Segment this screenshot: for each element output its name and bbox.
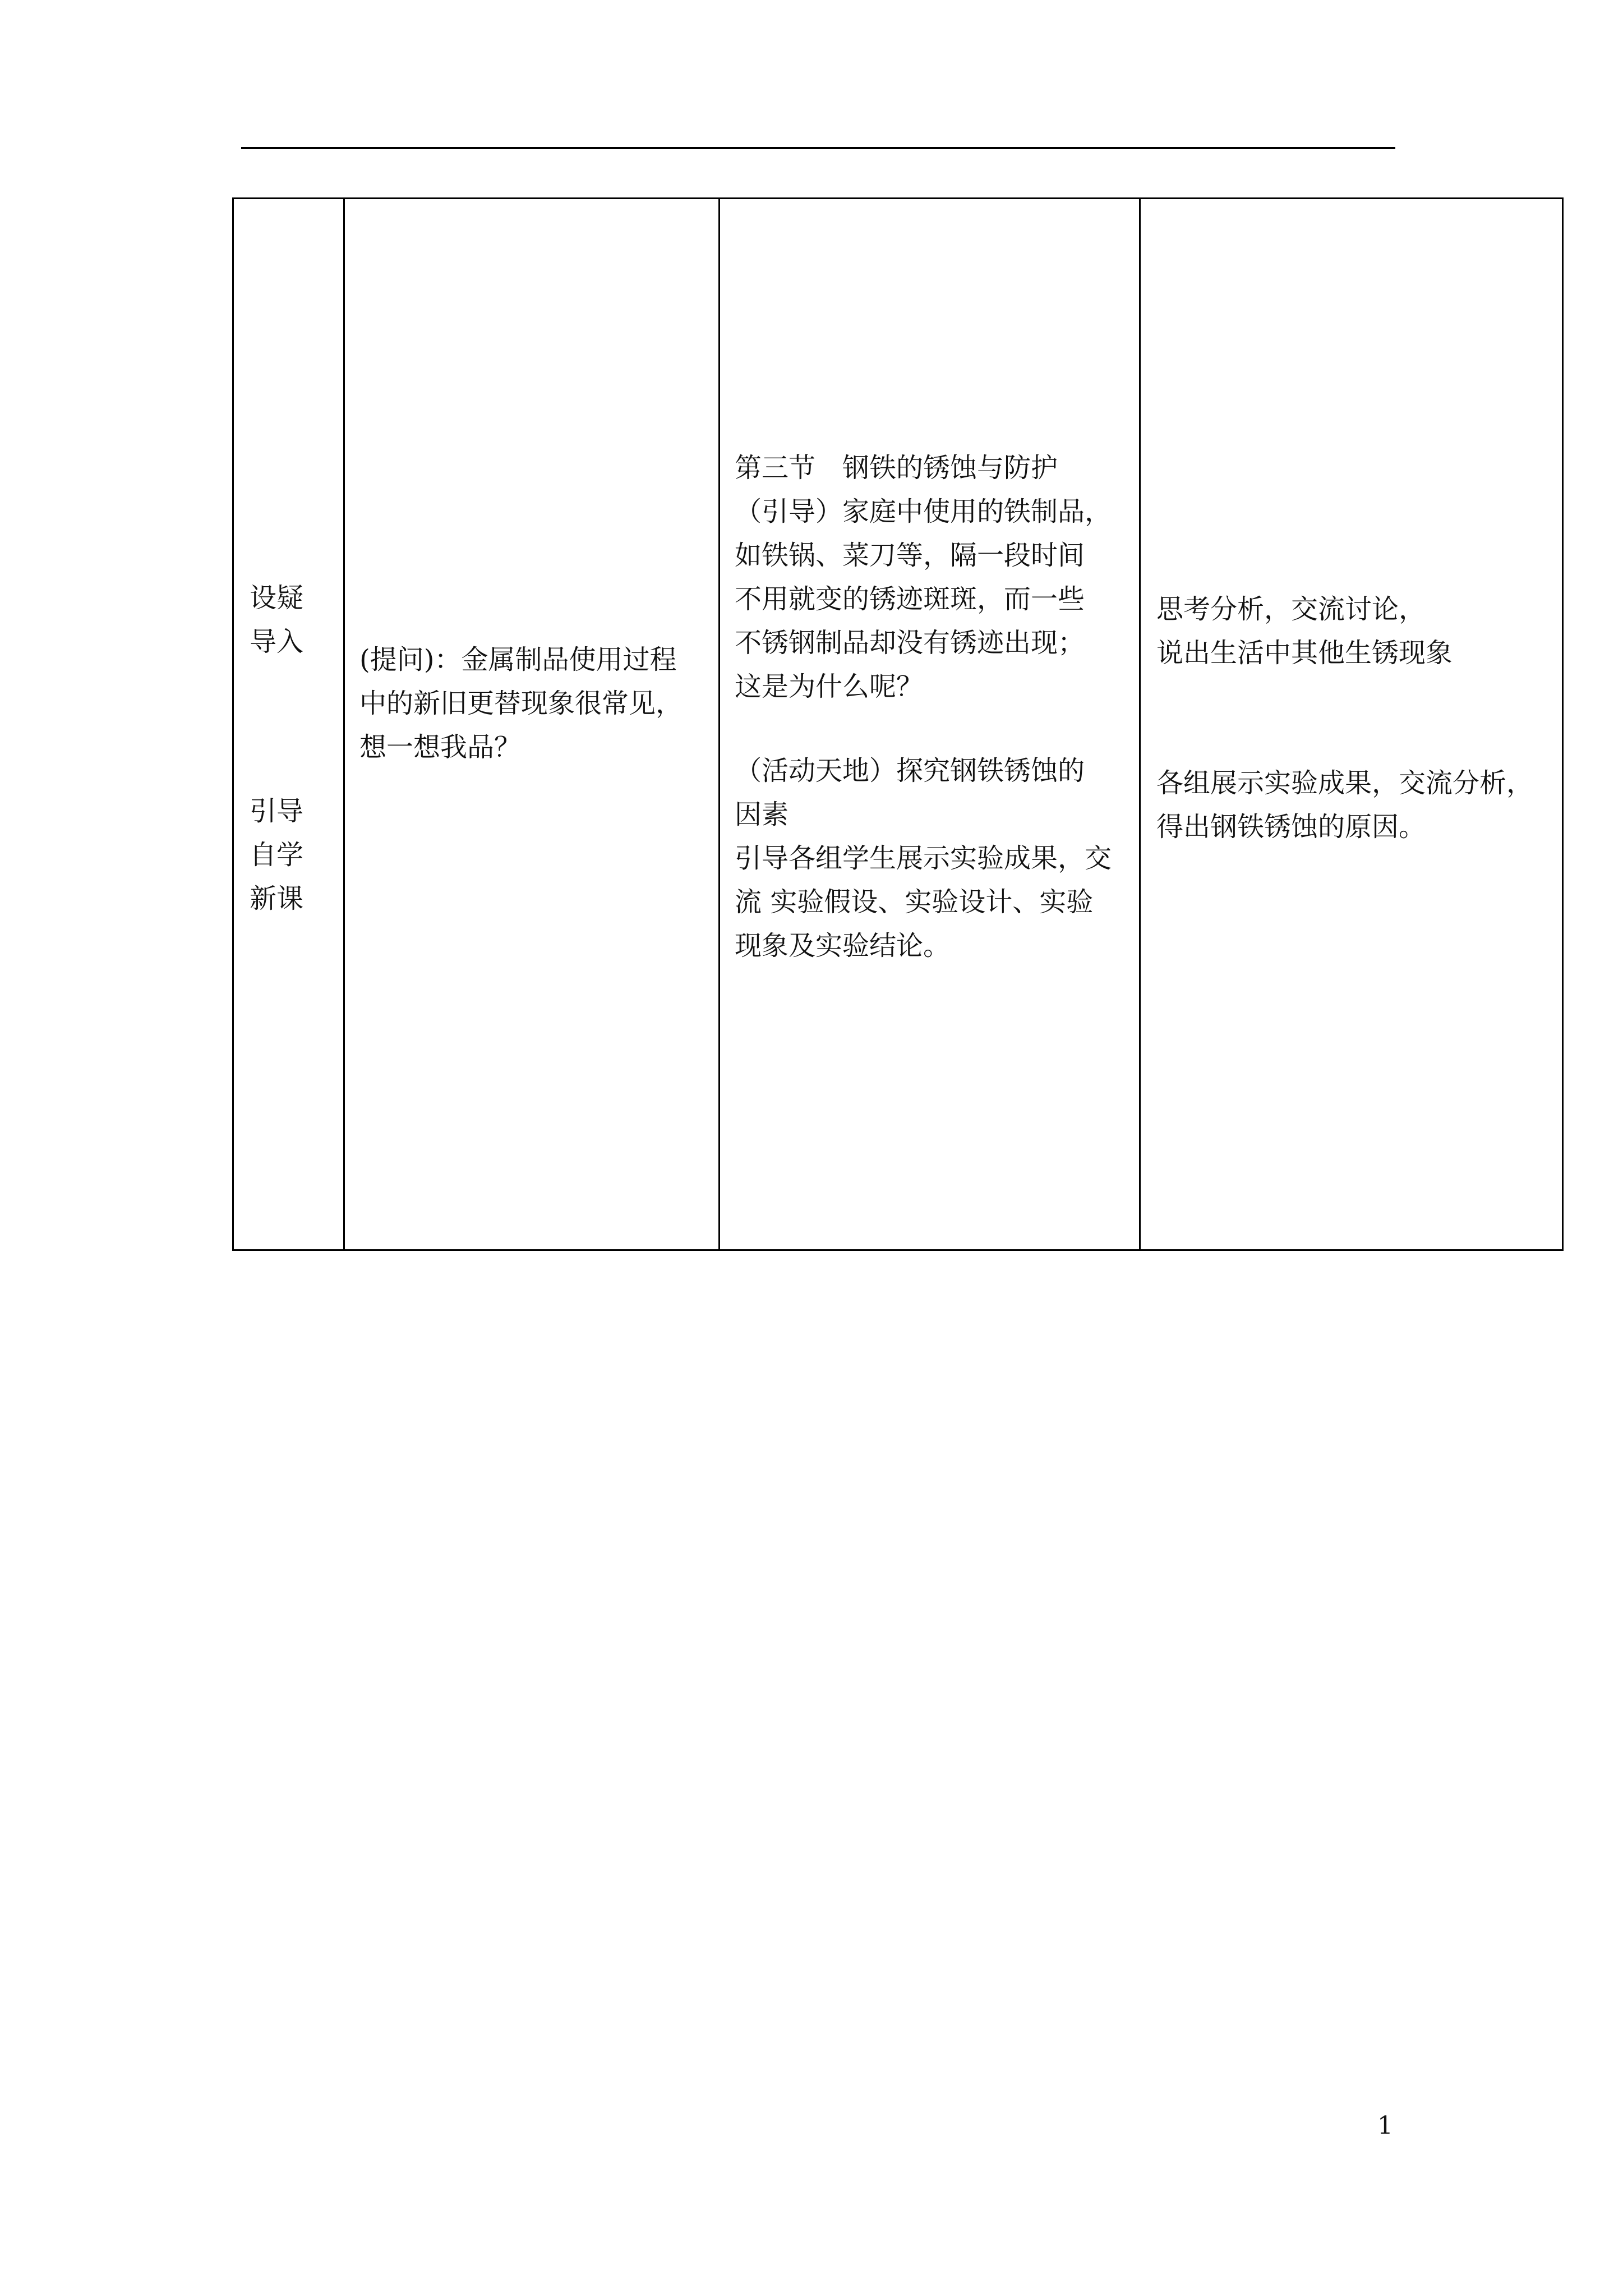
text-line: （活动天地）探究钢铁锈蚀的 [735,755,1085,786]
stage-cell [233,199,344,1250]
header-rule [241,147,1395,149]
text-line: 不锈钢制品却没有锈迹出现； [735,627,1085,659]
stage-line: 引导 [250,795,304,827]
stage-line: 自学 [250,839,304,871]
teacher-activity-cell [720,199,1140,1250]
student-activity-cell [1140,199,1563,1250]
text-line: 流 实验假设、实验设计、实验 [735,886,1094,918]
text-line: （引导）家庭中使用的铁制品， [735,496,1112,527]
student-discussion-text [1156,587,1453,675]
teacher-guidance-text [735,446,1112,708]
table-row [233,199,1563,1250]
text-line: 思考分析，交流讨论， [1156,593,1426,625]
text-line: 中的新旧更替现象很常见， [359,688,683,719]
text-line: (提问)：金属制品使用过程 [359,644,677,675]
stage-line: 导入 [250,626,304,657]
text-line: 得出钢铁锈蚀的原因。 [1156,811,1426,843]
teacher-activity-text [735,749,1112,968]
text-line: 现象及实验结论。 [735,930,951,961]
text-line: 想一想我品？ [359,731,522,763]
text-line: 如铁锅、菜刀等，隔一段时间 [735,540,1085,571]
question-cell [344,199,720,1250]
text-line: 引导各组学生展示实验成果，交 [735,843,1112,874]
stage-label-new-lesson [250,789,303,921]
text-line: 因素 [735,799,789,830]
lesson-table [232,197,1564,1251]
stage-line: 新课 [250,883,304,914]
text-line: 各组展示实验成果，交流分析， [1156,767,1534,799]
text-line: 不用就变的锈迹斑斑，而一些 [735,583,1085,615]
text-line: 第三节 钢铁的锈蚀与防护 [735,452,1058,484]
question-text [359,638,683,769]
stage-label-intro [250,576,303,664]
page-number: 1 [1377,2111,1393,2140]
student-results-text [1156,761,1533,849]
stage-line: 设疑 [250,582,304,614]
text-line: 这是为什么呢？ [735,671,924,702]
text-line: 说出生活中其他生锈现象 [1156,637,1453,669]
